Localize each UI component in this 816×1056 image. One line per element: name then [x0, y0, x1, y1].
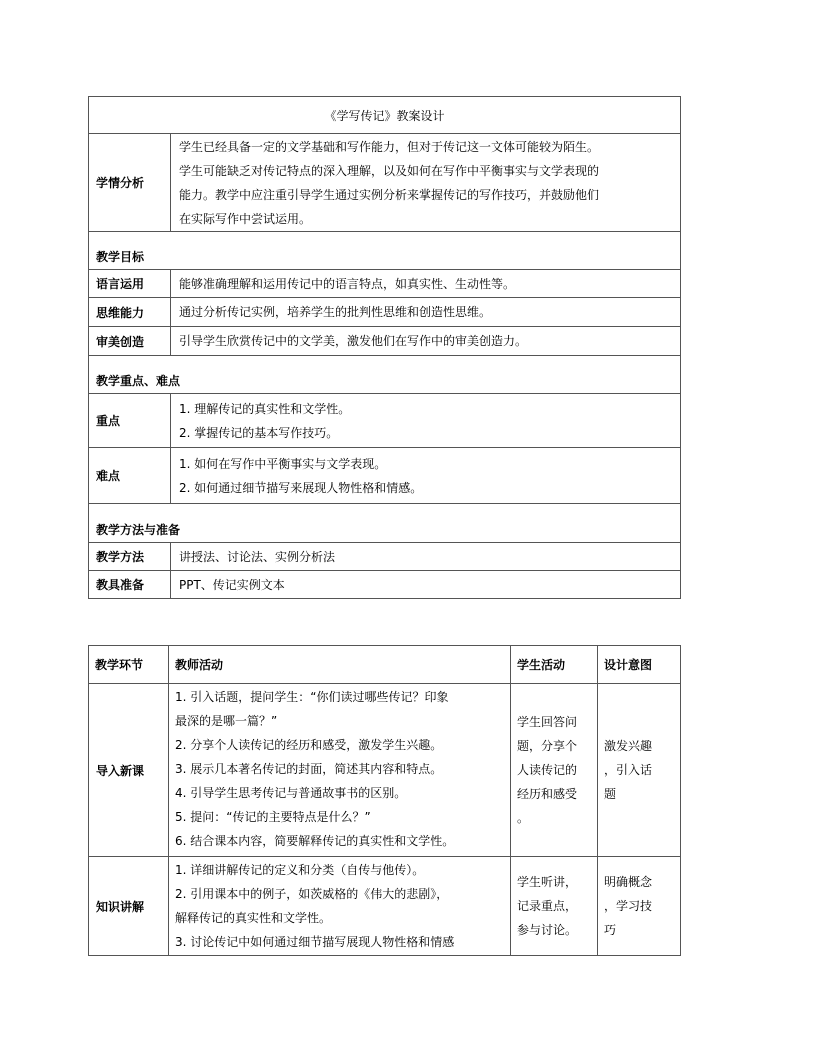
- goal-text: 通过分析传记实例，培养学生的批判性思维和创造性思维。: [171, 298, 681, 327]
- design-intent: [598, 857, 681, 956]
- teacher-line: 3. 展示几本著名传记的封面，简述其内容和特点。: [175, 762, 443, 776]
- difficulty-label: 难点: [89, 448, 171, 504]
- student-activity: [511, 684, 598, 857]
- design-intent: [598, 684, 681, 857]
- situation-line: 能力。教学中应注重引导学生通过实例分析来掌握传记的写作技巧，并鼓励他们: [179, 187, 600, 202]
- intent-line: ，引入话: [604, 763, 653, 777]
- student-line: 参与讨论。: [517, 923, 578, 937]
- teacher-line: 4. 引导学生思考传记与普通故事书的区别。: [175, 786, 407, 800]
- key-line: 1. 理解传记的真实性和文学性。: [179, 401, 351, 416]
- header-stage: 教学环节: [89, 646, 169, 684]
- teacher-line: 解释传记的真实性和文学性。: [175, 911, 332, 925]
- teacher-line: 2. 引用课本中的例子，如茨威格的《伟大的悲剧》，: [175, 887, 449, 901]
- teacher-line: 最深的是哪一篇？”: [175, 714, 278, 728]
- teacher-activity: [169, 684, 511, 857]
- key-text: [171, 394, 681, 448]
- method-label: 教学方法: [89, 543, 171, 571]
- goal-text: 引导学生欣赏传记中的文学美，激发他们在写作中的审美创造力。: [171, 327, 681, 356]
- teacher-line: 3. 讨论传记中如何通过细节描写展现人物性格和情感: [175, 935, 455, 949]
- intent-line: 巧: [604, 923, 617, 937]
- situation-text: [171, 134, 681, 232]
- prep-text: PPT、传记实例文本: [171, 571, 681, 599]
- stage-label: 导入新课: [89, 684, 169, 857]
- goals-heading: 教学目标: [89, 232, 681, 270]
- student-line: 题，分享个: [517, 739, 578, 753]
- process-table: [88, 645, 681, 956]
- header-intent: 设计意图: [598, 646, 681, 684]
- goal-label: 语言运用: [89, 270, 171, 298]
- difficulty-line: 1. 如何在写作中平衡事实与文学表现。: [179, 456, 387, 471]
- lesson-title: 《学写传记》教案设计: [89, 97, 681, 134]
- student-line: 学生听讲，: [517, 875, 578, 889]
- intent-line: 明确概念: [604, 875, 653, 889]
- difficulty-text: [171, 448, 681, 504]
- teacher-line: 6. 结合课本内容，简要解释传记的真实性和文学性。: [175, 834, 455, 848]
- key-label: 重点: [89, 394, 171, 448]
- method-text: 讲授法、讨论法、实例分析法: [171, 543, 681, 571]
- teacher-line: 2. 分享个人读传记的经历和感受，激发学生兴趣。: [175, 738, 443, 752]
- situation-line: 学生可能缺乏对传记特点的深入理解，以及如何在写作中平衡事实与文学表现的: [179, 163, 600, 178]
- student-line: 经历和感受: [517, 787, 578, 801]
- situation-line: 在实际写作中尝试运用。: [179, 211, 312, 226]
- teacher-line: 1. 引入话题，提问学生：“你们读过哪些传记？印象: [175, 690, 449, 704]
- header-teacher: 教师活动: [169, 646, 511, 684]
- stage-label: 知识讲解: [89, 857, 169, 956]
- teacher-line: 1. 详细讲解传记的定义和分类（自传与他传）。: [175, 863, 425, 877]
- student-line: 记录重点，: [517, 899, 578, 913]
- intent-line: 激发兴趣: [604, 739, 653, 753]
- goal-label: 审美创造: [89, 327, 171, 356]
- intent-line: ，学习技: [604, 899, 653, 913]
- methods-heading: 教学方法与准备: [89, 504, 681, 543]
- key-line: 2. 掌握传记的基本写作技巧。: [179, 425, 339, 440]
- difficulty-line: 2. 如何通过细节描写来展现人物性格和情感。: [179, 480, 423, 495]
- situation-label: 学情分析: [89, 134, 171, 232]
- student-line: 学生回答问: [517, 715, 578, 729]
- student-activity: [511, 857, 598, 956]
- lesson-plan-table: [88, 96, 681, 599]
- teacher-activity: [169, 857, 511, 956]
- header-student: 学生活动: [511, 646, 598, 684]
- focus-heading: 教学重点、难点: [89, 356, 681, 394]
- goal-label: 思维能力: [89, 298, 171, 327]
- intent-line: 题: [604, 787, 617, 801]
- situation-line: 学生已经具备一定的文学基础和写作能力，但对于传记这一文体可能较为陌生。: [179, 139, 600, 154]
- student-line: 人读传记的: [517, 763, 578, 777]
- teacher-line: 5. 提问：“传记的主要特点是什么？”: [175, 810, 371, 824]
- student-line: 。: [517, 811, 530, 825]
- goal-text: 能够准确理解和运用传记中的语言特点，如真实性、生动性等。: [171, 270, 681, 298]
- prep-label: 教具准备: [89, 571, 171, 599]
